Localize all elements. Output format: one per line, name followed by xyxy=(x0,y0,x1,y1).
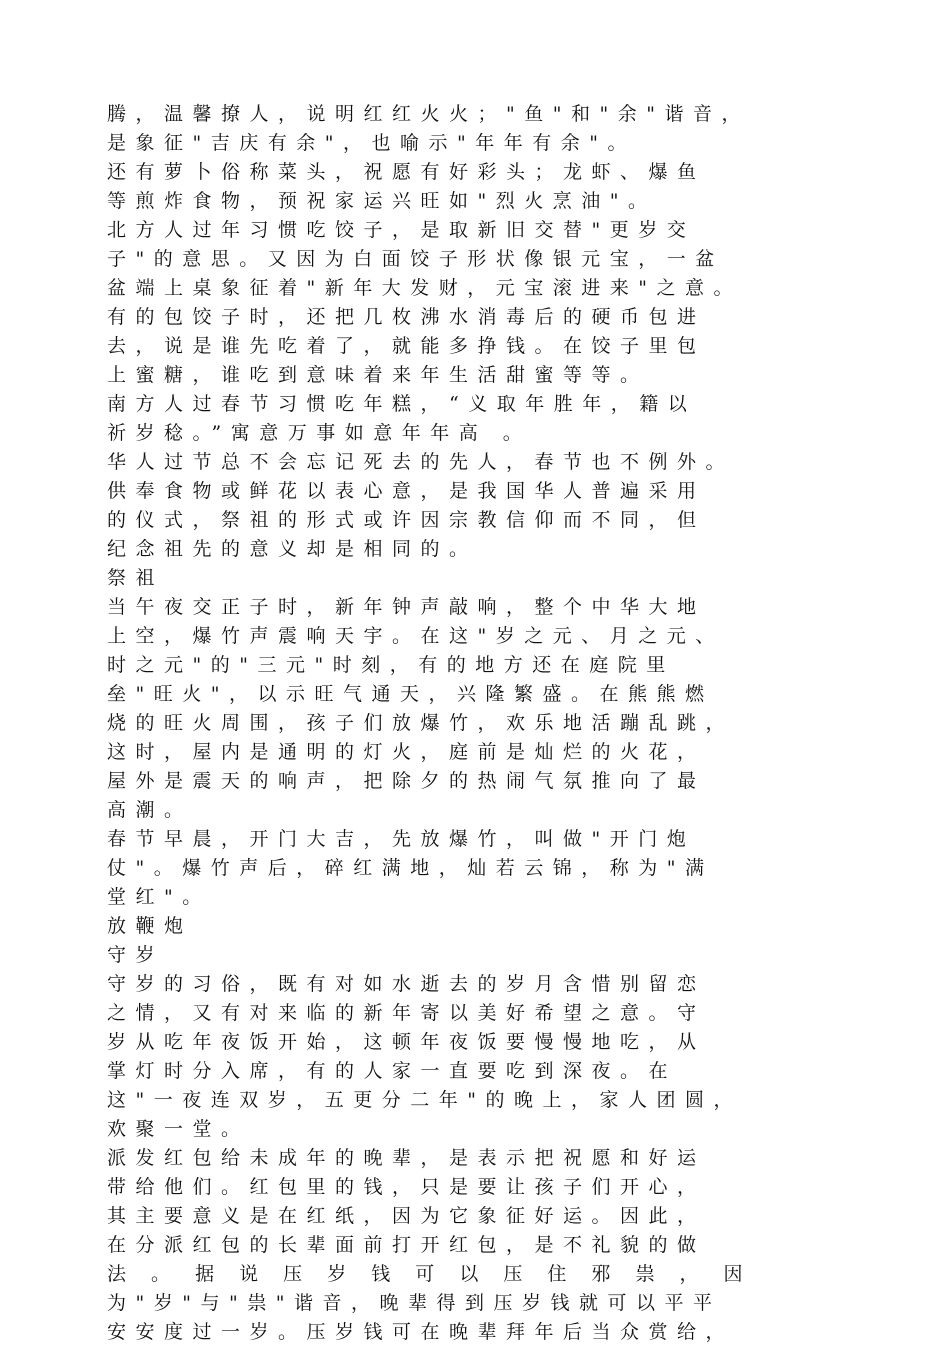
text-line: 法 。 据 说 压 岁 钱 可 以 压 住 邪 祟 ， 因 xyxy=(107,1263,753,1285)
text-line: 北方人过年习惯吃饺子，是取新旧交替"更岁交 xyxy=(107,219,696,241)
text-line: 上蜜糖，谁吃到意味着来年生活甜蜜等等。 xyxy=(107,364,649,386)
text-line: 上空，爆竹声震响天宇。在这"岁之元、月之元、 xyxy=(107,625,724,647)
text-line: 带给他们。红包里的钱，只是要让孩子们开心， xyxy=(107,1176,706,1198)
text-line: 华人过节总不会忘记死去的先人，春节也不例外。 xyxy=(107,451,735,473)
text-line: 等煎炸食物，预祝家运兴旺如"烈火烹油"。 xyxy=(107,190,657,212)
text-line: 为"岁"与"祟"谐音，晚辈得到压岁钱就可以平平 xyxy=(107,1292,722,1314)
text-line: 堂红"。 xyxy=(107,886,211,908)
text-line: 还有萝卜俗称菜头，祝愿有好彩头；龙虾、爆鱼 xyxy=(107,161,706,183)
text-line: 的仪式，祭祖的形式或许因宗教信仰而不同，但 xyxy=(107,509,706,531)
text-line: 其主要意义是在红纸，因为它象征好运。因此， xyxy=(107,1205,706,1227)
text-line: 派发红包给未成年的晚辈，是表示把祝愿和好运 xyxy=(107,1147,706,1169)
text-line: 欢聚一堂。 xyxy=(107,1118,250,1140)
text-line: 岁从吃年夜饭开始，这顿年夜饭要慢慢地吃，从 xyxy=(107,1031,706,1053)
text-line: 放鞭炮 xyxy=(107,915,193,937)
text-line: 春节早晨，开门大吉，先放爆竹，叫做"开门炮 xyxy=(107,828,696,850)
text-line: 垒"旺火"，以示旺气通天，兴隆繁盛。在熊熊燃 xyxy=(107,683,714,705)
text-line: 安安度过一岁。压岁钱可在晚辈拜年后当众赏给， xyxy=(107,1321,735,1343)
text-line: 供奉食物或鲜花以表心意，是我国华人普遍采用 xyxy=(107,480,706,502)
text-line: 有的包饺子时，还把几枚沸水消毒后的硬币包进 xyxy=(107,306,706,328)
text-line: 屋外是震天的响声，把除夕的热闹气氛推向了最 xyxy=(107,770,706,792)
text-line: 当午夜交正子时，新年钟声敲响，整个中华大地 xyxy=(107,596,706,618)
text-line: 子"的意思。又因为白面饺子形状像银元宝，一盆 xyxy=(107,248,724,270)
text-line: 时之元"的"三元"时刻，有的地方还在庭院里 xyxy=(107,654,675,676)
text-line: 腾，温馨撩人，说明红红火火；"鱼"和"余"谐音， xyxy=(107,103,750,125)
text-line: 仗"。爆竹声后，碎红满地，灿若云锦，称为"满 xyxy=(107,857,714,879)
text-line: 守岁 xyxy=(107,944,165,966)
text-line: 这时，屋内是通明的灯火，庭前是灿烂的火花， xyxy=(107,741,706,763)
text-line: 祈岁稔。”寓意万事如意年年高 。 xyxy=(107,422,532,444)
text-line: 是象征"吉庆有余"，也喻示"年年有余"。 xyxy=(107,132,636,154)
text-line: 掌灯时分入席，有的人家一直要吃到深夜。在 xyxy=(107,1060,678,1082)
text-line: 在分派红包的长辈面前打开红包，是不礼貌的做 xyxy=(107,1234,706,1256)
text-line: 守岁的习俗，既有对如水逝去的岁月含惜别留恋 xyxy=(107,973,706,995)
text-line: 烧的旺火周围，孩子们放爆竹，欢乐地活蹦乱跳， xyxy=(107,712,735,734)
text-line: 南方人过春节习惯吃年糕，“义取年胜年，籍以 xyxy=(107,393,697,415)
text-line: 这"一夜连双岁，五更分二年"的晚上，家人团圆， xyxy=(107,1089,742,1111)
body-text xyxy=(107,100,867,1347)
text-line: 纪念祖先的意义却是相同的。 xyxy=(107,538,478,560)
text-line: 去，说是谁先吃着了，就能多挣钱。在饺子里包 xyxy=(107,335,706,357)
text-line: 祭祖 xyxy=(107,567,165,589)
text-line: 盆端上桌象征着"新年大发财，元宝滚进来"之意。 xyxy=(107,277,742,299)
text-line: 高潮。 xyxy=(107,799,193,821)
text-line: 之情，又有对来临的新年寄以美好希望之意。守 xyxy=(107,1002,706,1024)
